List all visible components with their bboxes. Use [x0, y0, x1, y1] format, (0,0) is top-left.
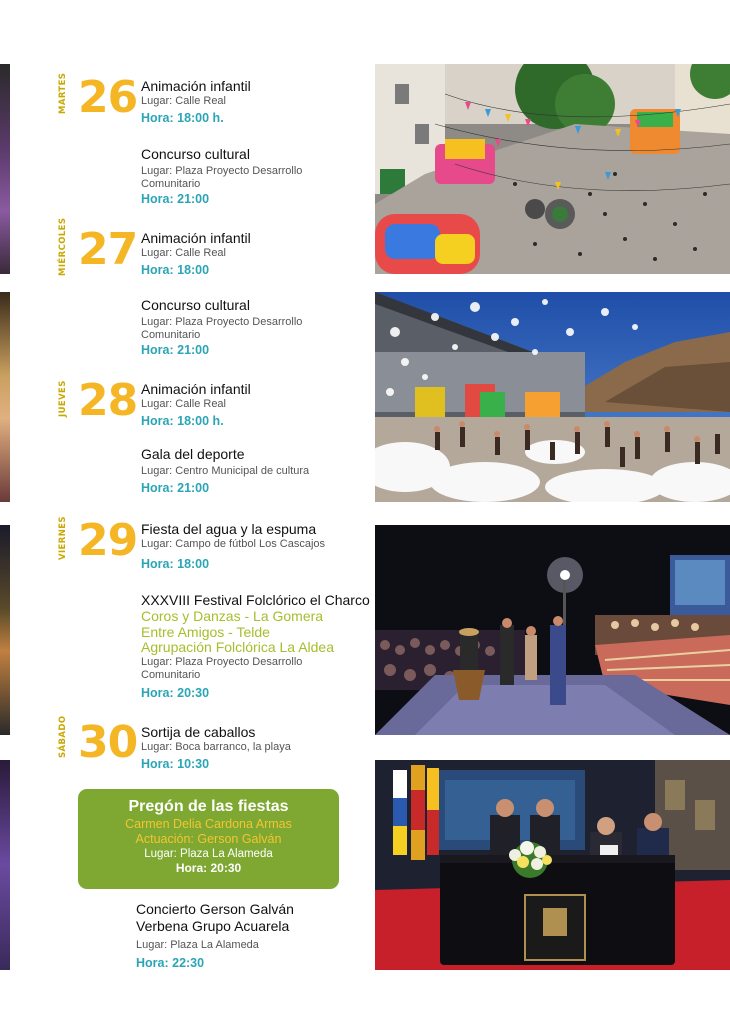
event-title: Animación infantil — [141, 381, 251, 397]
event-place: Lugar: Campo de fútbol Los Cascajos — [141, 538, 326, 550]
day-name: MIÉRCOLES — [58, 217, 68, 276]
pregon-place: Lugar: Plaza La Alameda — [144, 848, 273, 860]
event-performer: Coros y Danzas - La Gomera — [141, 608, 324, 624]
event-title: XXXVIII Festival Folclórico el Charco — [141, 592, 370, 608]
event-time: Hora: 18:00 — [141, 557, 210, 571]
event — [141, 146, 371, 207]
event-time: Hora: 20:30 — [141, 685, 210, 700]
event-time: Hora: 18:00 — [141, 263, 210, 277]
pregon-performance: Actuación: Gerson Galván — [135, 832, 282, 846]
street-party-photo — [375, 64, 730, 274]
event-time: Hora: 10:30 — [141, 757, 210, 771]
event-place: Lugar: Calle Real — [141, 95, 226, 107]
pregon-speaker: Carmen Delia Cardona Armas — [125, 817, 292, 831]
day-name: JUEVES — [58, 380, 68, 417]
event-place: Lugar: Boca barranco, la playa — [141, 741, 291, 753]
day-number: 26 — [78, 72, 138, 123]
event-performer: Entre Amigos - Telde — [141, 623, 270, 640]
pregon-ceremony-photo — [375, 760, 730, 970]
event-performer: Agrupación Folclórica La Aldea — [141, 639, 335, 655]
event — [141, 446, 371, 496]
event — [141, 521, 371, 572]
event — [141, 592, 373, 701]
event-title: Animación infantil — [141, 230, 251, 246]
pregon-title: Pregón de las fiestas — [128, 798, 289, 815]
event-time: Hora: 18:00 h. — [141, 414, 224, 428]
event-place: Comunitario — [141, 668, 201, 681]
event-place: Comunitario — [141, 329, 201, 341]
event-place: Lugar: Plaza Proyecto Desarrollo — [141, 655, 303, 668]
event-title: Concierto Gerson Galván — [136, 901, 294, 917]
event-place: Lugar: Centro Municipal de cultura — [141, 465, 310, 477]
event-place: Lugar: Calle Real — [141, 398, 226, 410]
day-number: 30 — [78, 717, 138, 768]
event-title: Concurso cultural — [141, 297, 250, 313]
event-place: Lugar: Plaza Proyecto Desarrollo — [141, 316, 303, 328]
event-time: Hora: 21:00 — [141, 481, 210, 495]
left-photo-strip — [0, 525, 10, 735]
event-title: Animación infantil — [141, 78, 251, 94]
folk-festival-photo — [375, 525, 730, 735]
event-time: Hora: 18:00 h. — [141, 111, 224, 125]
left-photo-strip — [0, 760, 10, 970]
event-place: Lugar: Calle Real — [141, 247, 226, 259]
left-photo-strip — [0, 64, 10, 274]
event — [141, 78, 371, 126]
pregon-time: Hora: 20:30 — [175, 861, 242, 875]
event-place: Lugar: Plaza Proyecto Desarrollo — [141, 165, 303, 177]
event-time: Hora: 21:00 — [141, 192, 210, 206]
foam-party-photo — [375, 292, 730, 502]
event — [141, 230, 371, 278]
day-name: SÁBADO — [58, 715, 68, 758]
event — [141, 381, 371, 429]
event-title: Concurso cultural — [141, 146, 250, 162]
event-time: Hora: 22:30 — [136, 956, 205, 970]
event-title: Sortija de caballos — [141, 724, 256, 740]
event-time: Hora: 21:00 — [141, 343, 210, 357]
event-title: Verbena Grupo Acuarela — [136, 918, 290, 934]
day-name: MARTES — [58, 72, 68, 114]
event — [141, 724, 371, 772]
day-number: 29 — [78, 515, 138, 566]
event — [136, 901, 366, 971]
event-title: Fiesta del agua y la espuma — [141, 521, 317, 537]
event — [141, 297, 371, 358]
day-name: VIERNES — [58, 516, 68, 560]
event-title: Gala del deporte — [141, 446, 245, 462]
day-number: 27 — [78, 224, 138, 275]
left-photo-strip — [0, 292, 10, 502]
day-number: 28 — [78, 375, 138, 426]
event-place: Comunitario — [141, 178, 201, 190]
event-place: Lugar: Plaza La Alameda — [136, 939, 259, 951]
pregon-box — [78, 789, 339, 889]
